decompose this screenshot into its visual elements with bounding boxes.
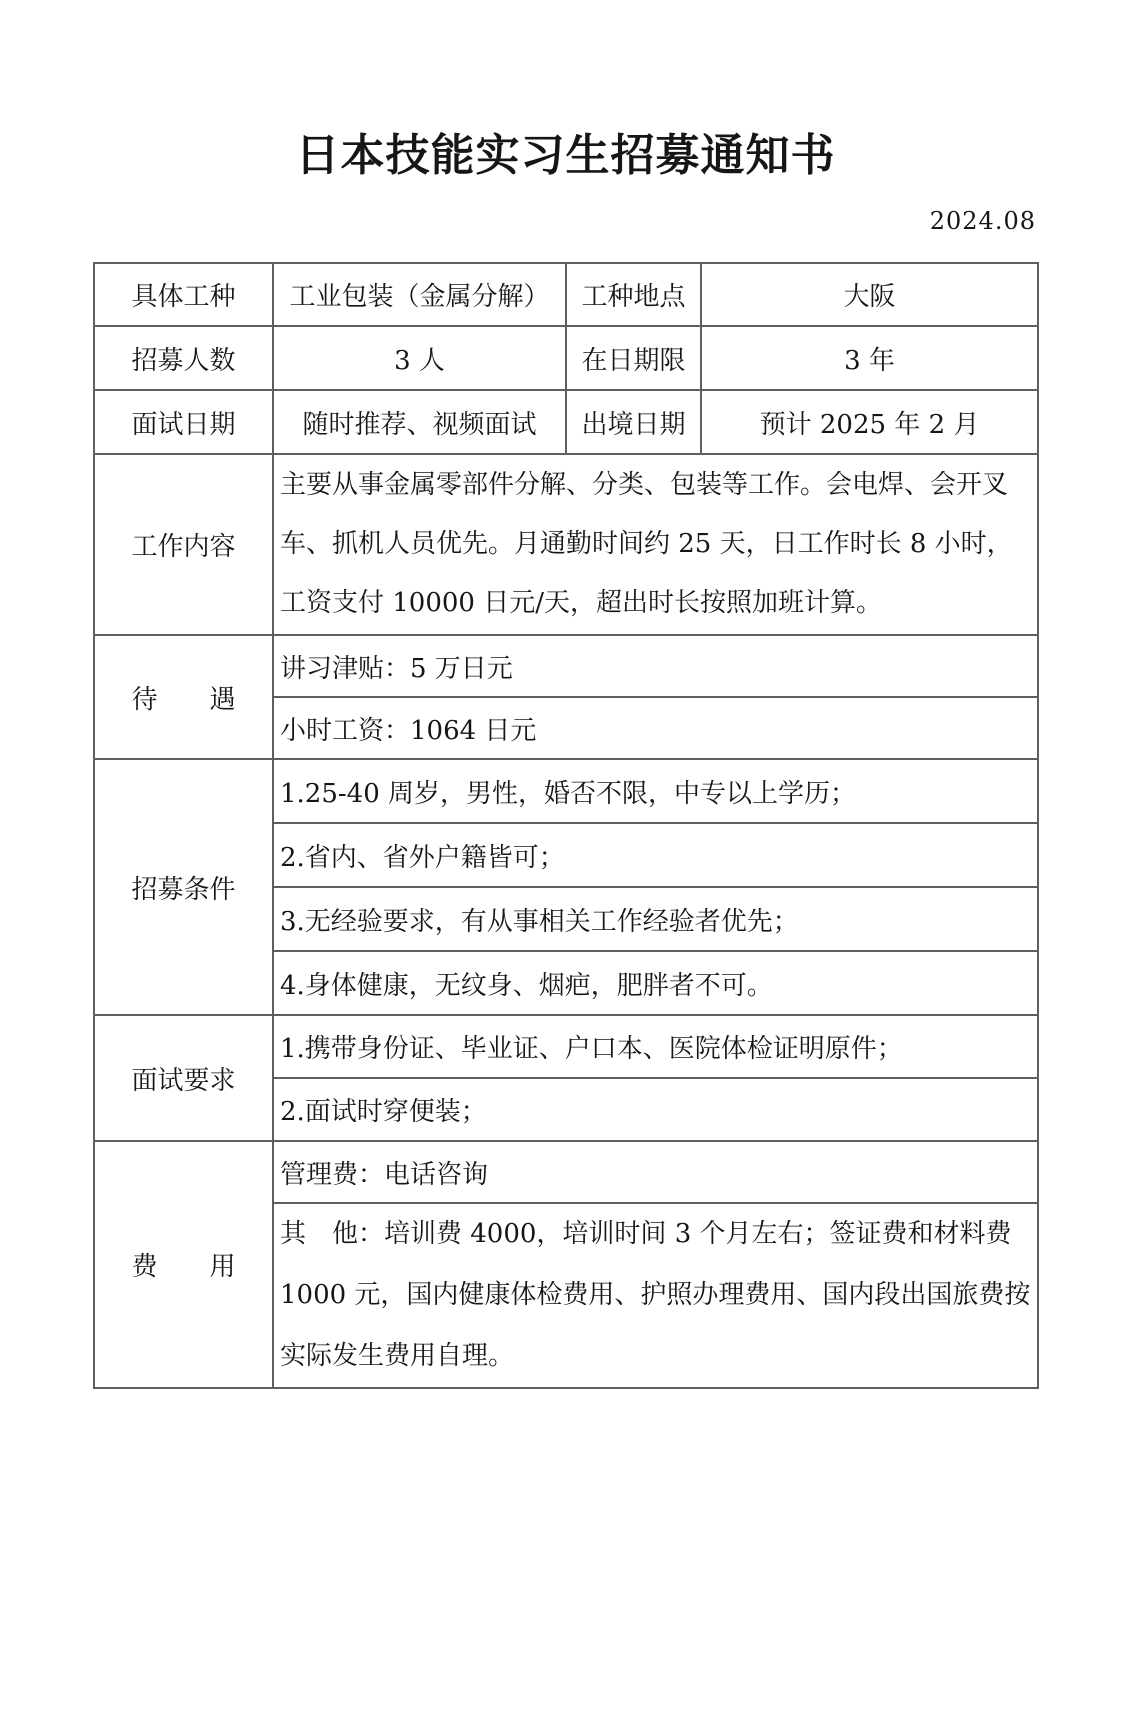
table-row-job-type <box>94 263 1038 326</box>
cell-location-value: 大阪 <box>701 263 1038 326</box>
table-row-interview-req-1 <box>94 1015 1038 1078</box>
table-row-condition-1 <box>94 759 1038 823</box>
cell-specific-job-label: 具体工种 <box>94 263 273 326</box>
cell-location-label: 工种地点 <box>566 263 701 326</box>
cell-interview-req-label: 面试要求 <box>94 1015 273 1141</box>
cell-departure-date-label: 出境日期 <box>566 390 701 454</box>
fees-item-1: 管理费：电话咨询 <box>273 1141 1038 1203</box>
cell-departure-date-value: 预计 2025 年 2 月 <box>701 390 1038 454</box>
cell-recruit-count-label: 招募人数 <box>94 326 273 390</box>
interview-req-item-2: 2.面试时穿便装； <box>273 1078 1038 1141</box>
condition-item-4: 4.身体健康，无纹身、烟疤，肥胖者不可。 <box>273 951 1038 1015</box>
cell-interview-date-value: 随时推荐、视频面试 <box>273 390 566 454</box>
condition-item-2: 2.省内、省外户籍皆可； <box>273 823 1038 887</box>
recruitment-table <box>93 262 1039 1389</box>
cell-recruit-count-value: 3 人 <box>273 326 566 390</box>
cell-work-content-text: 主要从事金属零部件分解、分类、包装等工作。会电焊、会开叉车、抓机人员优先。月通勤时间约 25 天，日工作时长 8 小时，工资支付 10000 日元/天，超出时长按照加班计算。 <box>273 454 1038 635</box>
table-row-work-content <box>94 454 1038 635</box>
cell-stay-period-label: 在日期限 <box>566 326 701 390</box>
treatment-item-2: 小时工资：1064 日元 <box>273 697 1038 759</box>
fees-item-2: 其 他：培训费 4000，培训时间 3 个月左右；签证费和材料费 1000 元，国内健康体检费用、护照办理费用、国内段出国旅费按实际发生费用自理。 <box>273 1203 1038 1388</box>
table-row-fees-1 <box>94 1141 1038 1203</box>
table-row-interview-date <box>94 390 1038 454</box>
cell-work-content-label: 工作内容 <box>94 454 273 635</box>
document-page <box>0 128 1131 1728</box>
cell-stay-period-value: 3 年 <box>701 326 1038 390</box>
interview-req-item-1: 1.携带身份证、毕业证、户口本、医院体检证明原件； <box>273 1015 1038 1078</box>
condition-item-1: 1.25-40 周岁，男性，婚否不限，中专以上学历； <box>273 759 1038 823</box>
cell-treatment-label: 待 遇 <box>94 635 273 759</box>
condition-item-3: 3.无经验要求，有从事相关工作经验者优先； <box>273 887 1038 951</box>
cell-interview-date-label: 面试日期 <box>94 390 273 454</box>
document-date: 2024.08 <box>929 207 1036 235</box>
treatment-item-1: 讲习津贴：5 万日元 <box>273 635 1038 697</box>
table-row-treatment-1 <box>94 635 1038 697</box>
cell-conditions-label: 招募条件 <box>94 759 273 1015</box>
document-title: 日本技能实习生招募通知书 <box>295 130 836 181</box>
table-row-recruit-count <box>94 326 1038 390</box>
cell-fees-label: 费 用 <box>94 1141 273 1388</box>
cell-specific-job-value: 工业包装（金属分解） <box>273 263 566 326</box>
